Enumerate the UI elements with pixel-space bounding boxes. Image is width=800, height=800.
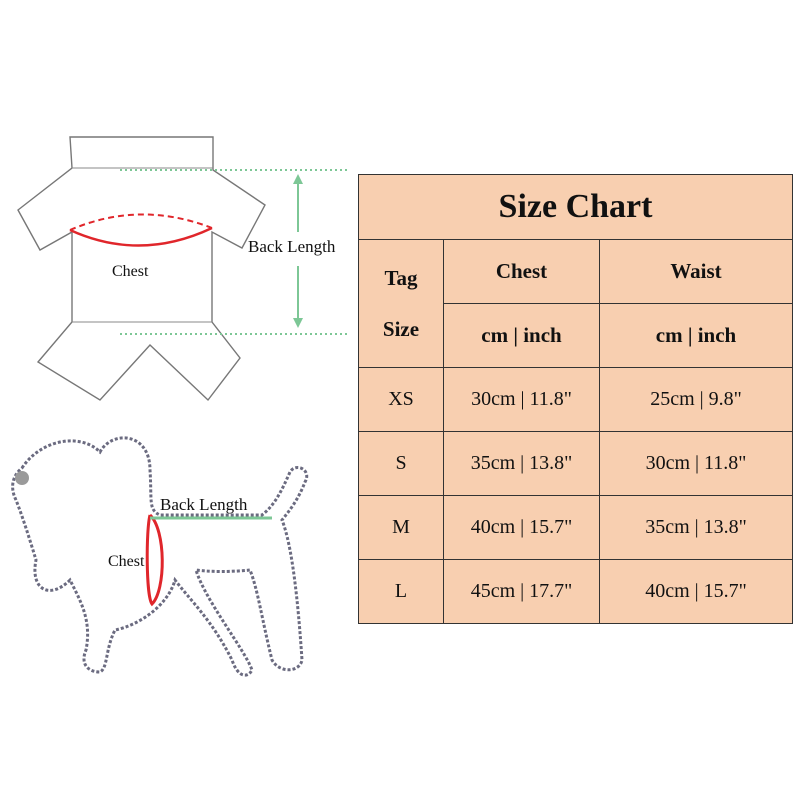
tag-size-header	[359, 240, 444, 368]
shirt-chest-label: Chest	[112, 263, 149, 280]
waist-cell: 30cm | 11.8"	[600, 432, 793, 496]
chest-unit-header: cm | inch	[444, 304, 600, 368]
size-header-label: Size	[382, 316, 420, 341]
chest-cell: 45cm | 17.7"	[444, 560, 600, 624]
waist-cell: 25cm | 9.8"	[600, 368, 793, 432]
waist-cell: 35cm | 13.8"	[600, 496, 793, 560]
table-row	[359, 496, 793, 560]
waist-unit-header: cm | inch	[600, 304, 793, 368]
dog-outline	[13, 438, 307, 675]
tag-cell: S	[359, 432, 444, 496]
shirt-back-length-label: Back Length	[248, 237, 336, 256]
chest-header: Chest	[444, 240, 600, 304]
waist-header: Waist	[600, 240, 793, 304]
tag-cell: XS	[359, 368, 444, 432]
tag-cell: M	[359, 496, 444, 560]
table-row	[359, 432, 793, 496]
tag-cell: L	[359, 560, 444, 624]
waist-cell: 40cm | 15.7"	[600, 560, 793, 624]
chest-cell: 40cm | 15.7"	[444, 496, 600, 560]
chest-cell: 30cm | 11.8"	[444, 368, 600, 432]
dog-nose-icon	[15, 471, 29, 485]
dog-chest-measure-line	[147, 515, 162, 604]
size-chart-table	[358, 174, 793, 624]
shirt-measure-diagram	[0, 120, 360, 410]
dog-back-length-label: Back Length	[160, 495, 248, 514]
tag-header-label: Tag	[384, 265, 418, 290]
size-chart-title: Size Chart	[359, 175, 793, 240]
table-row	[359, 368, 793, 432]
dog-chest-label: Chest	[108, 553, 145, 570]
table-row	[359, 560, 793, 624]
chest-cell: 35cm | 13.8"	[444, 432, 600, 496]
dog-measure-diagram	[0, 420, 340, 690]
